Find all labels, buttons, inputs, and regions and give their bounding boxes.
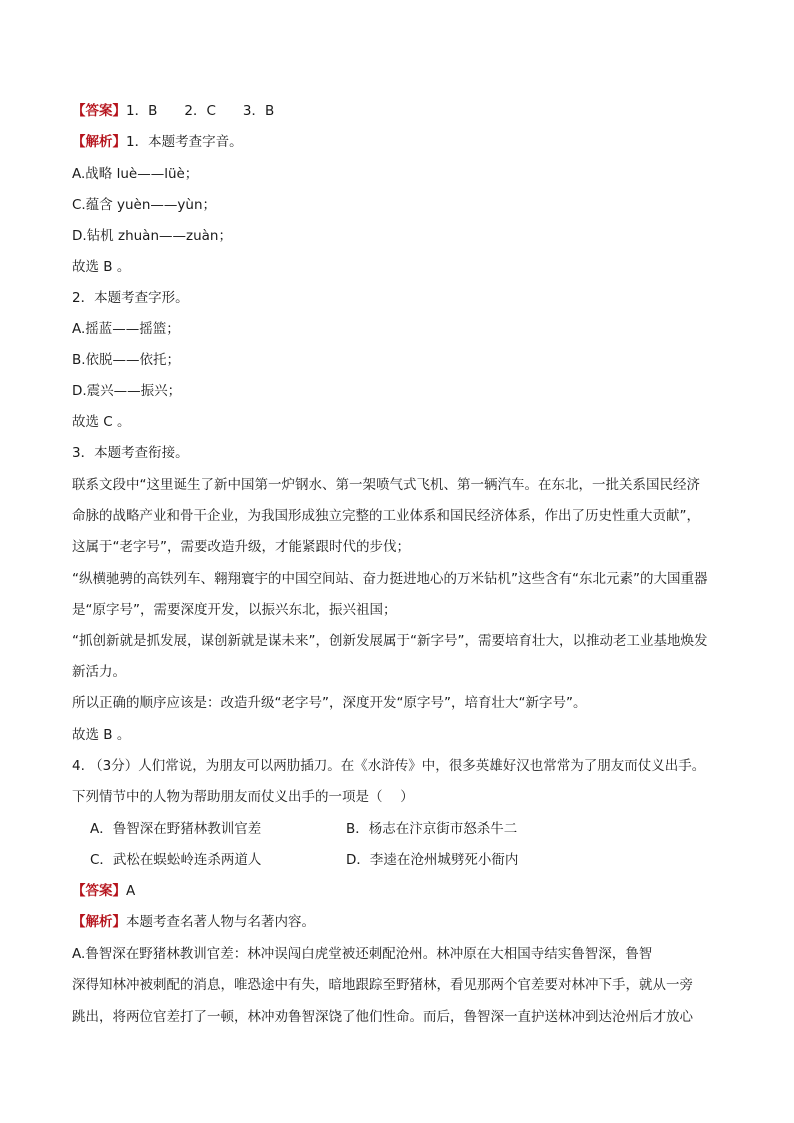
answer-text: A [126, 883, 136, 899]
answer-block-2 [72, 883, 135, 899]
text-line: 新活力。 [72, 664, 126, 680]
text-line: 故选 B 。 [72, 727, 131, 743]
answer-tag: 【答案】 [72, 883, 126, 899]
answer-text: 1．B 2．C 3．B [126, 103, 275, 119]
text-line: D.震兴——振兴； [72, 383, 182, 399]
text-line: “纵横驰骋的高铁列车、翱翔寰宇的中国空间站、奋力挺进地心的万米钻机”这些含有“东北元素”的大国重器 [72, 571, 708, 587]
text-line: A.摇蓝——摇篮； [72, 321, 180, 337]
option-a: A．鲁智深在野猪林教训官差 [90, 821, 262, 837]
text-line: A.战略 luè——lüè； [72, 166, 199, 182]
analysis-block-2 [72, 914, 315, 930]
text-line: 跳出，将两位官差打了一顿，林冲劝鲁智深饶了他们性命。而后，鲁智深一直护送林冲到达沧州后才放心 [72, 1009, 693, 1025]
analysis-tag: 【解析】 [72, 914, 126, 930]
analysis-block-1 [72, 134, 243, 150]
text-line: 这属于“老字号”，需要改造升级，才能紧跟时代的步伐； [72, 539, 410, 555]
text-line: 深得知林冲被刺配的消息，唯恐途中有失，暗地跟踪至野猪林，看见那两个官差要对林冲下手，就从一旁 [72, 977, 693, 993]
text-line: B.依脱——依托； [72, 352, 181, 368]
text-line: 2．本题考查字形。 [72, 290, 189, 306]
option-d: D．李逵在沧州城劈死小衙内 [346, 852, 519, 868]
analysis-text: 本题考查名著人物与名著内容。 [126, 914, 315, 930]
text-line: 联系文段中“这里诞生了新中国第一炉钢水、第一架喷气式飞机、第一辆汽车。在东北，一批关系国民经济 [72, 477, 700, 493]
text-line: 是“原字号”，需要深度开发，以振兴东北，振兴祖国； [72, 602, 397, 618]
text-line: 3．本题考查衔接。 [72, 445, 189, 461]
analysis-tag: 【解析】 [72, 134, 126, 150]
text-line: 故选 B 。 [72, 259, 131, 275]
text-line: C.蕴含 yuèn——yùn； [72, 197, 217, 213]
answer-block-1 [72, 103, 274, 119]
text-line: 所以正确的顺序应该是：改造升级“老字号”，深度开发“原字号”，培育壮大“新字号”。 [72, 695, 587, 711]
option-c: C．武松在蜈蚣岭连杀两道人 [90, 852, 262, 868]
text-line: D.钻机 zhuàn——zuàn； [72, 228, 232, 244]
text-line: “抓创新就是抓发展，谋创新就是谋未来”，创新发展属于“新字号”，需要培育壮大，以推动老工业基地焕发 [72, 633, 708, 649]
text-line: A.鲁智深在野猪林教训官差：林冲误闯白虎堂被还刺配沧州。林冲原在大相国寺结实鲁智深，鲁智 [72, 946, 653, 962]
option-b: B．杨志在汴京街市怒杀牛二 [346, 821, 518, 837]
text-line: 故选 C 。 [72, 414, 131, 430]
text-line: 命脉的战略产业和骨干企业，为我国形成独立完整的工业体系和国民经济体系，作出了历史性重大贡献”， [72, 508, 700, 524]
question-line: 4. （3分）人们常说，为朋友可以两肋插刀。在《水浒传》中，很多英雄好汉也常常为了朋友而仗义出手。 [72, 758, 706, 774]
question-line: 下列情节中的人物为帮助朋友而仗义出手的一项是（ ） [72, 789, 414, 805]
answer-tag: 【答案】 [72, 103, 126, 119]
analysis-text: 1．本题考查字音。 [126, 134, 243, 150]
